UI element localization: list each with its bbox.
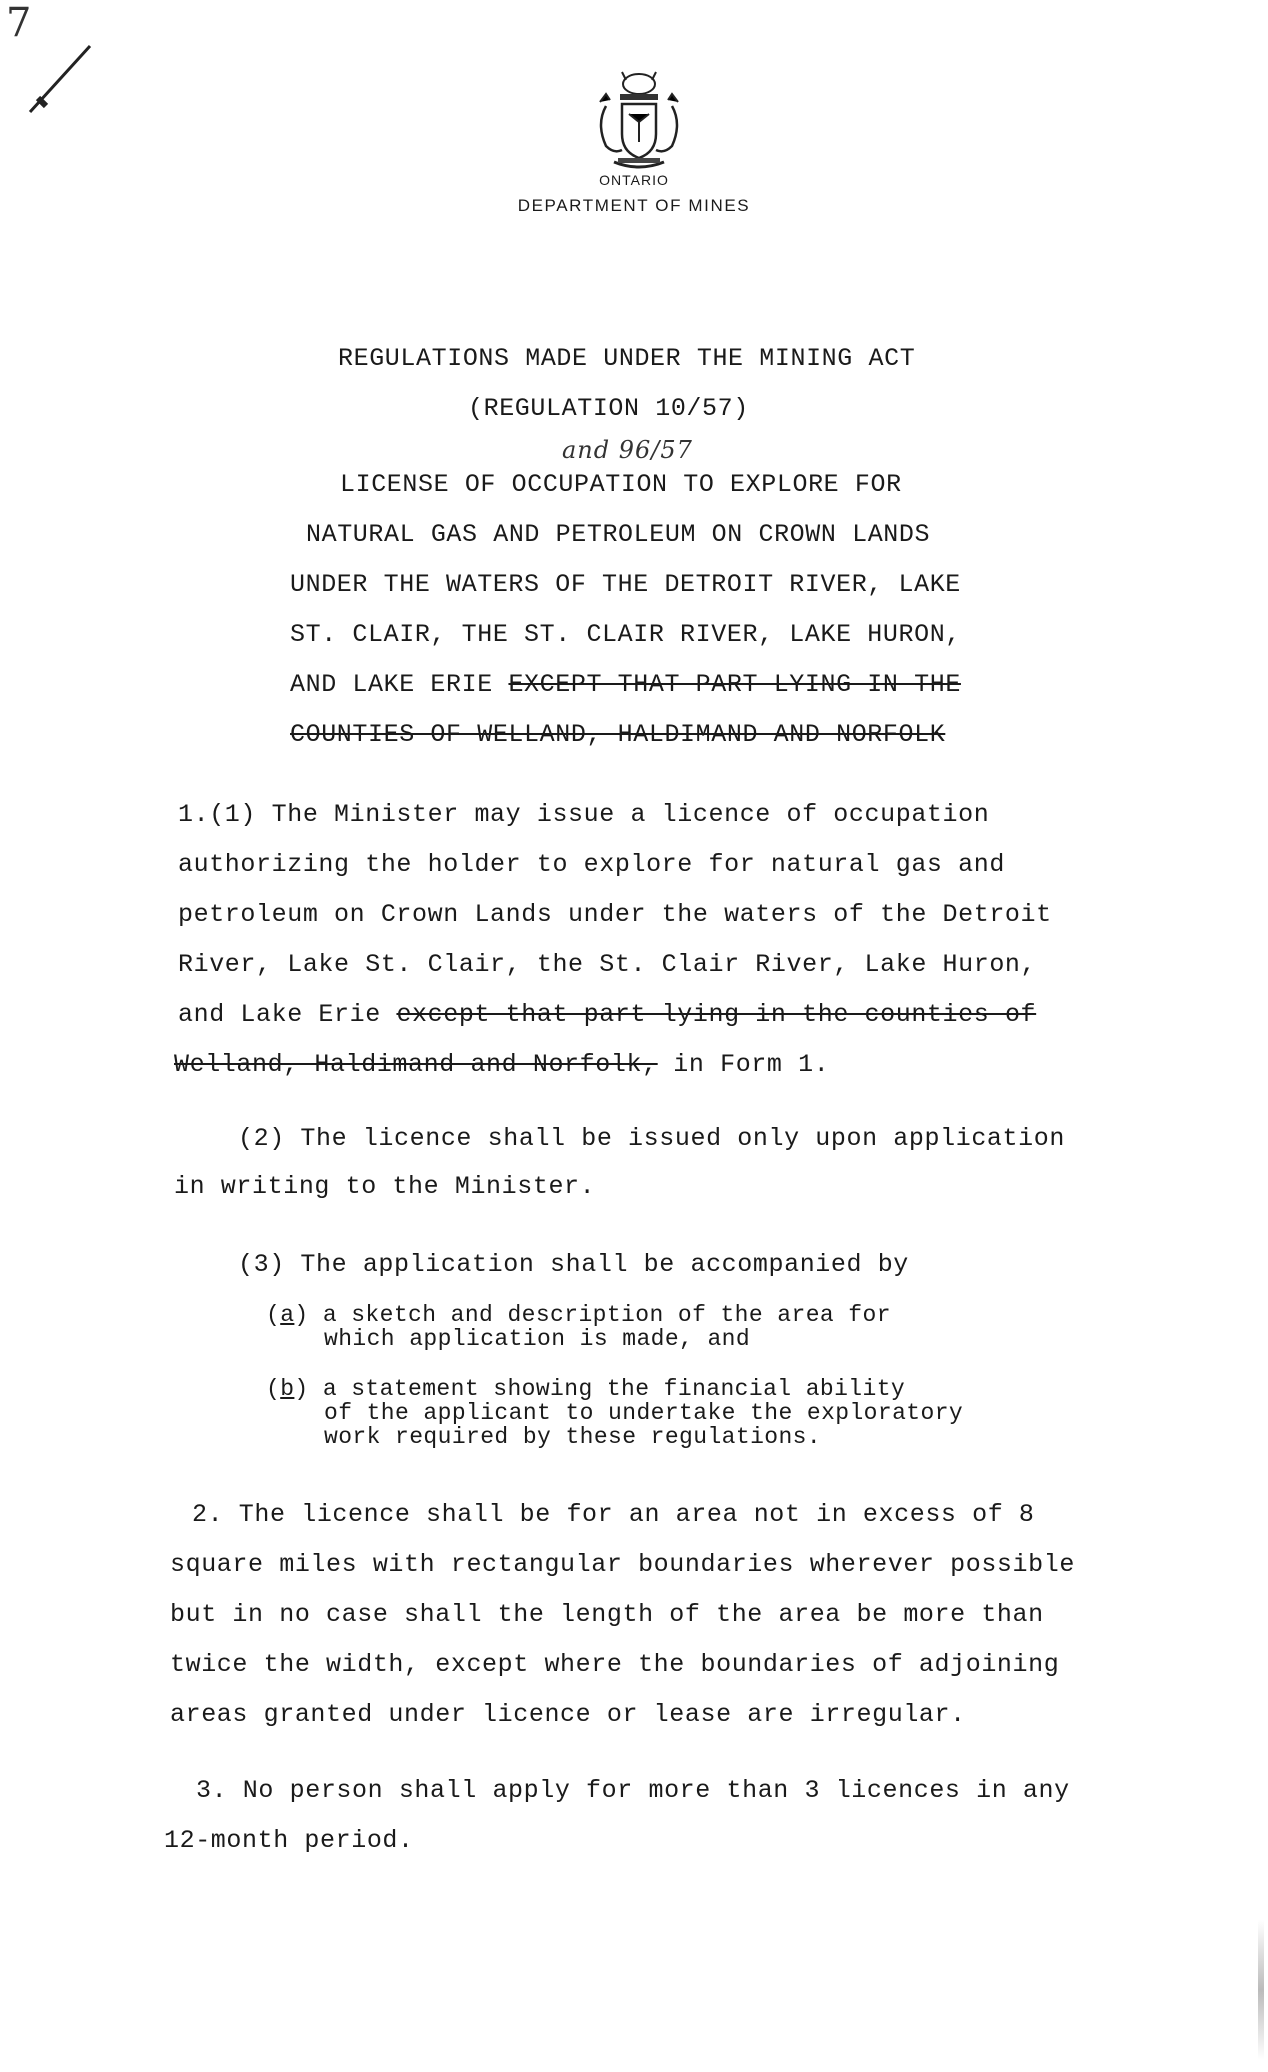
section-1-1-line-5-struck: except that part lying in the counties of (396, 1000, 1037, 1029)
department-name: DEPARTMENT OF MINES (517, 196, 751, 215)
clause-a-label: a (280, 1302, 295, 1328)
clause-b-line-1: a statement showing the financial ability (322, 1376, 906, 1402)
section-2-line-3: but in no case shall the length of the area be more than (170, 1600, 1044, 1629)
pen-stroke-mark (16, 40, 96, 120)
title-line-7 (290, 670, 961, 699)
handwritten-annotation: and 96/57 (562, 436, 693, 464)
section-1-1-line-6-struck: Welland, Haldimand and Norfolk, (174, 1050, 658, 1079)
title-line-3: LICENSE OF OCCUPATION TO EXPLORE FOR (340, 470, 902, 499)
title-line-6: ST. CLAIR, THE ST. CLAIR RIVER, LAKE HURON, (290, 620, 961, 649)
section-1-2-line-1: (2) The licence shall be issued only upon application (238, 1124, 1065, 1153)
section-1-1-line-5 (178, 1000, 1036, 1029)
section-1-1-line-3: petroleum on Crown Lands under the waters of the Detroit (178, 900, 1052, 929)
title-line-5: UNDER THE WATERS OF THE DETROIT RIVER, LAKE (290, 570, 961, 599)
clause-b: (b) a statement showing the financial ability (266, 1376, 906, 1402)
page-number-mark: 7 (6, 0, 33, 46)
section-1-1-line-1: 1.(1) The Minister may issue a licence of occupation (178, 800, 990, 829)
scan-edge-artifact (1258, 1920, 1264, 2060)
title-line-1: REGULATIONS MADE UNDER THE MINING ACT (338, 344, 916, 373)
province-name: ONTARIO (599, 172, 669, 188)
section-1-1-line-5-kept: and Lake Erie (178, 1000, 381, 1029)
section-3-line-2: 12-month period. (164, 1826, 414, 1855)
title-line-4: NATURAL GAS AND PETROLEUM ON CROWN LANDS (306, 520, 931, 549)
section-1-3-line-1: (3) The application shall be accompanied by (238, 1250, 909, 1279)
section-1-1-line-2: authorizing the holder to explore for natural gas and (178, 850, 1005, 879)
clause-a: (a) a sketch and description of the area for (266, 1302, 891, 1328)
section-2-line-2: square miles with rectangular boundaries wherever possible (170, 1550, 1075, 1579)
section-1-1-line-4: River, Lake St. Clair, the St. Clair River, Lake Huron, (178, 950, 1037, 979)
regulation-number: (REGULATION 10/57) (468, 394, 749, 423)
title-line-7-kept: AND LAKE ERIE (290, 670, 493, 699)
clause-b-label: b (280, 1376, 295, 1402)
section-1-2-line-2: in writing to the Minister. (174, 1172, 596, 1201)
section-1-1-line-6-kept: in Form 1. (673, 1050, 830, 1079)
clause-b-line-3: work required by these regulations. (324, 1424, 822, 1450)
section-2-line-5: areas granted under licence or lease are irregular. (170, 1700, 966, 1729)
section-2-line-4: twice the width, except where the boundaries of adjoining (170, 1650, 1060, 1679)
section-2-line-1: 2. The licence shall be for an area not in excess of 8 (192, 1500, 1035, 1529)
ontario-coat-of-arms-emblem (584, 66, 694, 176)
clause-a-line-1: a sketch and description of the area for (322, 1302, 891, 1328)
title-line-8-struck: COUNTIES OF WELLAND, HALDIMAND AND NORFOLK (290, 720, 946, 749)
clause-a-line-2: which application is made, and (324, 1326, 751, 1352)
section-1-1-line-6 (174, 1050, 829, 1079)
title-line-7-struck: EXCEPT THAT PART LYING IN THE (508, 670, 961, 699)
section-3-line-1: 3. No person shall apply for more than 3 licences in any (196, 1776, 1070, 1805)
clause-b-line-2: of the applicant to undertake the exploratory (324, 1400, 964, 1426)
